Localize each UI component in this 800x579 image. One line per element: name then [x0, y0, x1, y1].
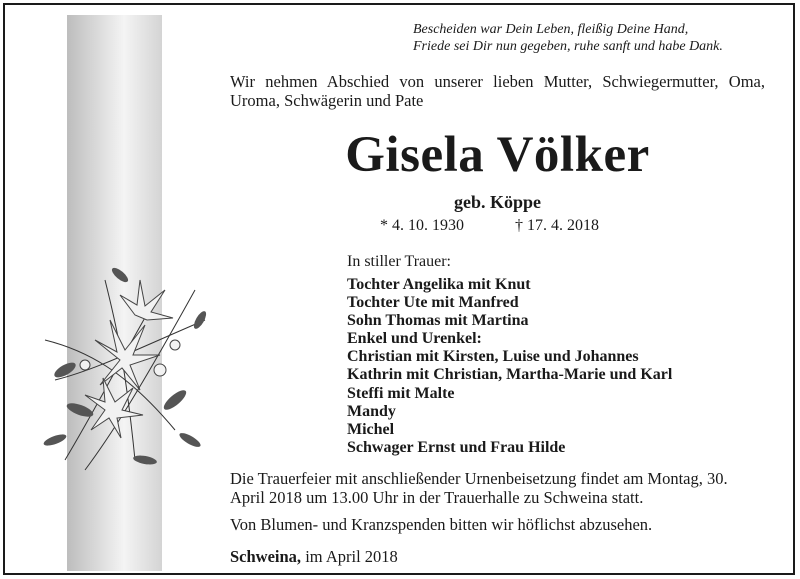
maiden-name: geb. Köppe	[453, 192, 541, 212]
family-member: Mandy	[347, 402, 396, 420]
obituary-notice	[3, 3, 795, 575]
place-date	[230, 547, 398, 567]
place: Schweina,	[230, 547, 302, 566]
family-member: Michel	[347, 420, 395, 438]
intro-text: Wir nehmen Abschied von unserer lieben Mutter, Schwiegermutter, Oma, Uroma, Schwägerin und Pate	[230, 72, 765, 110]
family-member: Enkel und Urenkel:	[347, 330, 482, 348]
family-member: Schwager Ernst und Frau Hilde	[347, 438, 566, 456]
place-month: im April 2018	[301, 547, 398, 566]
motto-line-2: Friede sei Dir nun gegeben, ruhe sanft und habe Dank.	[413, 39, 723, 54]
family-member: Kathrin mit Christian, Martha-Marie und Karl	[347, 366, 673, 384]
funeral-info: Die Trauerfeier mit anschließender Urnenbeisetzung findet am Montag, 30. April 2018 um 13.00 Uhr in der Trauerhalle zu Schweina statt.	[230, 469, 728, 507]
flowers-note: Von Blumen- und Kranzspenden bitten wir höflichst abzusehen.	[230, 515, 653, 534]
family-member: Christian mit Kirsten, Luise und Johannes	[347, 348, 639, 366]
death-date: † 17. 4. 2018	[515, 217, 599, 234]
birth-date: * 4. 10. 1930	[380, 217, 464, 234]
family-member: Sohn Thomas mit Martina	[347, 312, 529, 330]
family-list	[347, 276, 672, 457]
lily-bouquet-icon	[25, 260, 225, 480]
family-member: Steffi mit Malte	[347, 384, 455, 402]
deceased-name: Gisela Völker	[345, 127, 650, 183]
motto-verse	[413, 21, 753, 55]
motto-line-1: Bescheiden war Dein Leben, fleißig Deine Hand,	[413, 22, 689, 37]
family-member: Tochter Ute mit Manfred	[347, 294, 519, 312]
mourning-label: In stiller Trauer:	[347, 253, 451, 270]
family-member: Tochter Angelika mit Knut	[347, 276, 531, 293]
